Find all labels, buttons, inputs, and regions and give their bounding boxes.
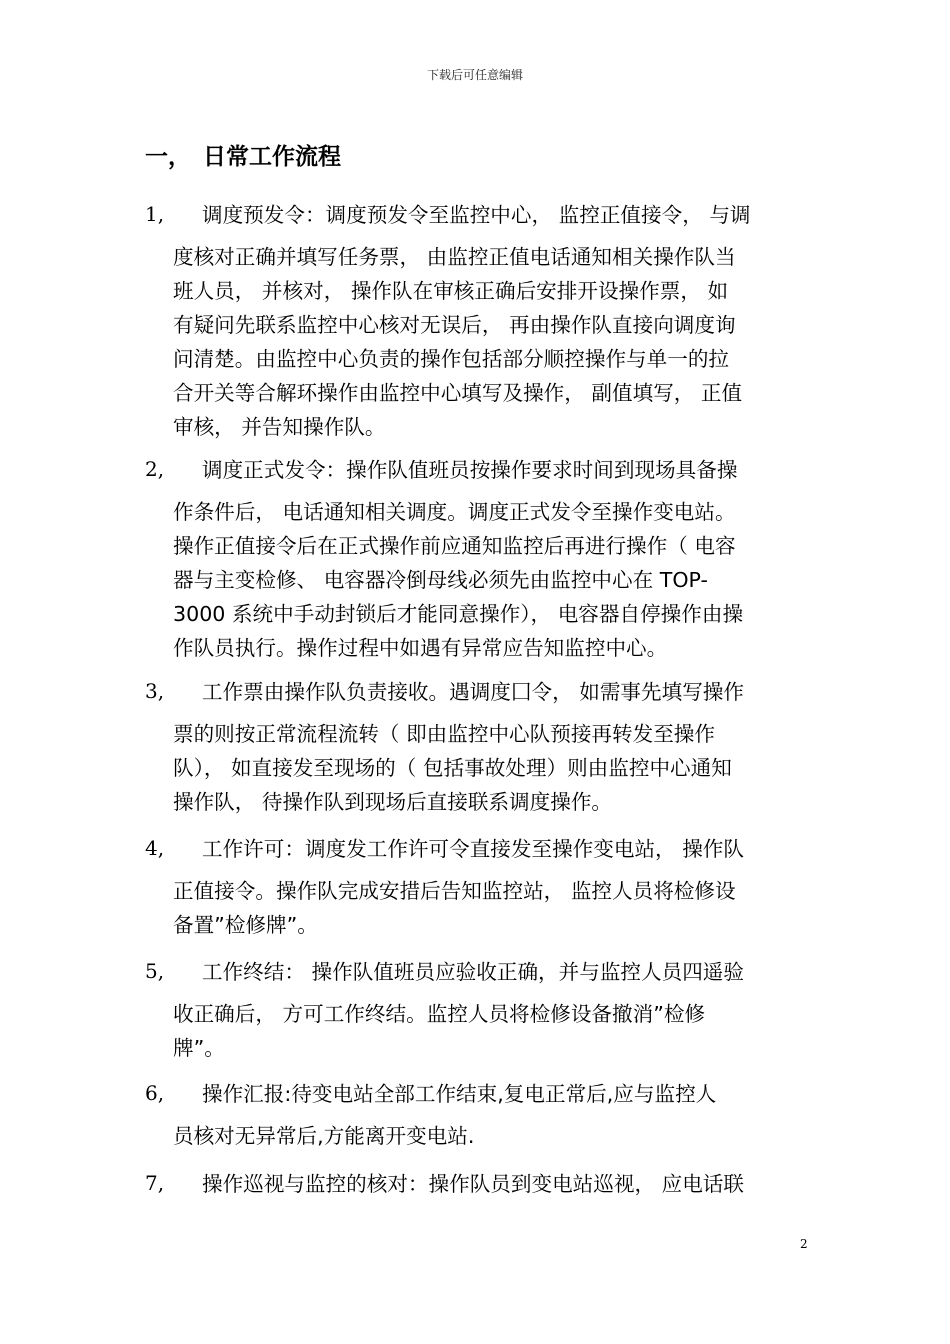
- page-header: 下载后可任意编辑: [426, 68, 523, 82]
- list-item: [145, 1077, 808, 1153]
- item-number: 2,: [145, 457, 165, 481]
- item-line: 合开关等合解环操作由监控中心填写及操作， 副值填写， 正值: [173, 381, 743, 405]
- item-number: 5,: [145, 959, 165, 983]
- item-line: 工作终结： 操作队值班员应验收正确，并与监控人员四遥验: [202, 960, 744, 984]
- section-number: 一，: [145, 144, 191, 170]
- list-item: [145, 675, 808, 819]
- list-item: [145, 832, 808, 942]
- list-item: [145, 1167, 808, 1209]
- item-line: 度核对正确并填写任务票， 由监控正值电话通知相关操作队当: [173, 245, 736, 269]
- item-line: 审核， 并告知操作队。: [173, 415, 386, 439]
- list-item: [145, 955, 808, 1065]
- item-line: 票的则按正常流程流转（ 即由监控中心队预接再转发至操作: [173, 722, 715, 746]
- item-line: 工作票由操作队负责接收。遇调度囗令， 如需事先填写操作: [202, 680, 744, 704]
- item-line: 班人员， 并核对， 操作队在审核正确后安排开设操作票， 如: [173, 279, 729, 303]
- item-line: 操作汇报:待变电站全部工作结束,复电正常后,应与监控人: [202, 1082, 717, 1106]
- item-line: 调度预发令：调度预发令至监控中心， 监控正值接令， 与调: [202, 203, 751, 227]
- item-line: 操作队， 待操作队到现场后直接联系调度操作。: [173, 790, 613, 814]
- item-line: 操作正值接令后在正式操作前应通知监控后再进行操作（ 电容: [173, 534, 736, 558]
- item-line: 器与主变检修、 电容器冷倒母线必须先由监控中心在 TOP-: [173, 568, 708, 592]
- item-line: 牌”。: [173, 1036, 225, 1060]
- item-line: 作队员执行。操作过程中如遇有异常应告知监控中心。: [173, 636, 668, 660]
- section-title: 日常工作流程: [203, 144, 341, 170]
- page-number: 2: [800, 1237, 808, 1251]
- item-line: 员核对无异常后,方能离开变电站.: [173, 1124, 475, 1148]
- item-line: 问清楚。由监控中心负责的操作包括部分顺控操作与单一的拉: [173, 347, 730, 371]
- item-number: 6,: [145, 1081, 165, 1105]
- item-number: 1,: [145, 202, 165, 226]
- item-line: 调度正式发令：操作队值班员按操作要求时间到现场具备操: [202, 458, 738, 482]
- item-line: 收正确后， 方可工作终结。监控人员将检修设备撤消”检修: [173, 1002, 706, 1026]
- item-line: 队）， 如直接发至现场的（ 包括事故处理）则由监控中心通知: [173, 756, 732, 780]
- item-line: 有疑问先联系监控中心核对无误后， 再由操作队直接向调度询: [173, 313, 736, 337]
- item-number: 7,: [145, 1171, 165, 1195]
- item-line: 正值接令。操作队完成安措后告知监控站， 监控人员将检修设: [173, 879, 736, 903]
- item-line: 工作许可：调度发工作许可令直接发至操作变电站， 操作队: [202, 837, 744, 861]
- item-number: 4,: [145, 836, 165, 860]
- item-line: 3000 系统中手动封锁后才能同意操作）， 电容器自停操作由操: [173, 602, 744, 626]
- list-item: [145, 453, 808, 665]
- item-number: 3,: [145, 679, 165, 703]
- item-line: 备置”检修牌”。: [173, 913, 318, 937]
- section-heading: [145, 138, 341, 171]
- list-item: [145, 198, 808, 444]
- item-line: 作条件后， 电话通知相关调度。调度正式发令至操作变电站。: [173, 500, 736, 524]
- item-line: 操作巡视与监控的核对：操作队员到变电站巡视， 应电话联: [202, 1172, 744, 1196]
